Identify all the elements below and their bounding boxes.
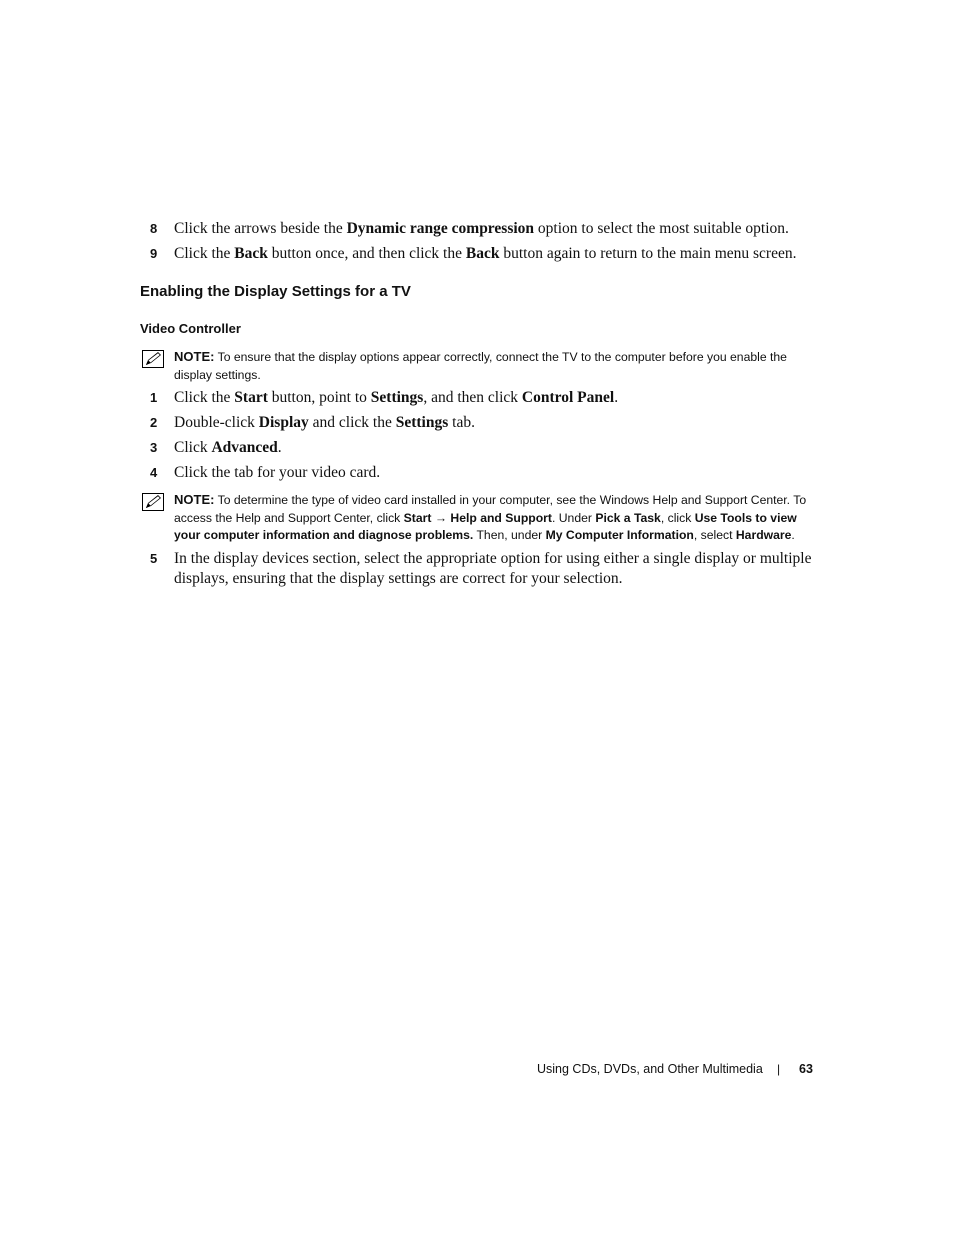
text-run: and click the	[308, 414, 396, 431]
text-run: Click the	[174, 245, 235, 262]
step-8	[150, 219, 820, 239]
footer-chapter-title: Using CDs, DVDs, and Other Multimedia	[537, 1062, 763, 1076]
text-run: , select	[693, 528, 736, 542]
footer-separator: |	[777, 1062, 781, 1076]
note-text	[174, 350, 787, 382]
note-text	[174, 493, 806, 542]
text-run: .	[277, 439, 282, 456]
bold-term: Hardware	[735, 528, 792, 542]
step-text	[174, 388, 820, 408]
bold-term: Use Tools to view your computer information and diagnose problems.	[174, 510, 797, 542]
step-text	[174, 413, 820, 433]
pencil-note-icon	[142, 350, 164, 368]
pencil-note-icon	[142, 493, 164, 511]
bold-term: Advanced	[211, 439, 278, 456]
step-2	[150, 413, 820, 433]
text-run: . Under	[551, 510, 596, 525]
text-run: In the display devices section, select the appropriate option for using either a single display or multiple displays, ensuring that the display settings are correct for your selection.	[174, 550, 812, 587]
text-run: tab.	[448, 414, 475, 431]
step-1	[150, 388, 820, 408]
bold-term: My Computer Information	[545, 528, 694, 542]
bold-term: Control Panel	[521, 389, 615, 406]
text-run: option to select the most suitable option.	[534, 220, 789, 237]
step-text	[174, 549, 820, 588]
step-text	[174, 244, 820, 264]
note-label: NOTE:	[174, 349, 215, 364]
note-2	[142, 491, 817, 545]
step-text	[174, 463, 820, 483]
text-run: To ensure that the display options appear correctly, connect the TV to the computer before you enable the display settings.	[174, 350, 787, 382]
text-run: button once, and then click the	[267, 245, 466, 262]
step-number: 5	[150, 551, 158, 566]
text-run: →	[431, 510, 451, 525]
text-run: Click the	[174, 389, 235, 406]
page-number: 63	[799, 1062, 813, 1076]
step-3	[150, 438, 820, 458]
note-label: NOTE:	[174, 492, 215, 507]
step-number: 9	[150, 246, 158, 261]
text-run: Click the tab for your video card.	[174, 464, 381, 481]
bold-term: Help and Support	[450, 510, 552, 525]
step-9	[150, 244, 820, 264]
text-run: Double-click	[174, 414, 259, 431]
bold-term: Settings	[395, 414, 449, 431]
bold-term: Back	[234, 245, 268, 262]
text-run: .	[614, 389, 619, 406]
step-number: 8	[150, 221, 158, 236]
step-text	[174, 219, 820, 239]
bold-term: Start	[403, 510, 432, 525]
text-run: Click the arrows beside the	[174, 220, 347, 237]
text-run: .	[791, 528, 795, 542]
step-text	[174, 438, 820, 458]
step-number: 2	[150, 415, 158, 430]
step-4	[150, 463, 820, 483]
section-heading: Enabling the Display Settings for a TV	[140, 283, 411, 300]
text-run: , and then click	[423, 389, 522, 406]
bold-term: Start	[234, 389, 268, 406]
bold-term: Dynamic range compression	[346, 220, 535, 237]
bold-term: Settings	[370, 389, 424, 406]
step-number: 1	[150, 390, 158, 405]
text-run: , click	[660, 510, 695, 525]
text-run: button again to return to the main menu screen.	[499, 245, 797, 262]
step-5	[150, 549, 820, 588]
text-run: Click	[174, 439, 212, 456]
text-run: To determine the type of video card installed in your computer, see the Windows Help and Support Center. To access the Help and Support Center, click	[174, 493, 807, 525]
text-run: Then, under	[473, 528, 546, 542]
step-number: 4	[150, 465, 158, 480]
bold-term: Pick a Task	[595, 510, 661, 525]
step-number: 3	[150, 440, 158, 455]
bold-term: Display	[258, 414, 309, 431]
note-1	[142, 348, 817, 384]
bold-term: Back	[465, 245, 500, 262]
text-run: button, point to	[267, 389, 371, 406]
subheading: Video Controller	[140, 321, 241, 336]
